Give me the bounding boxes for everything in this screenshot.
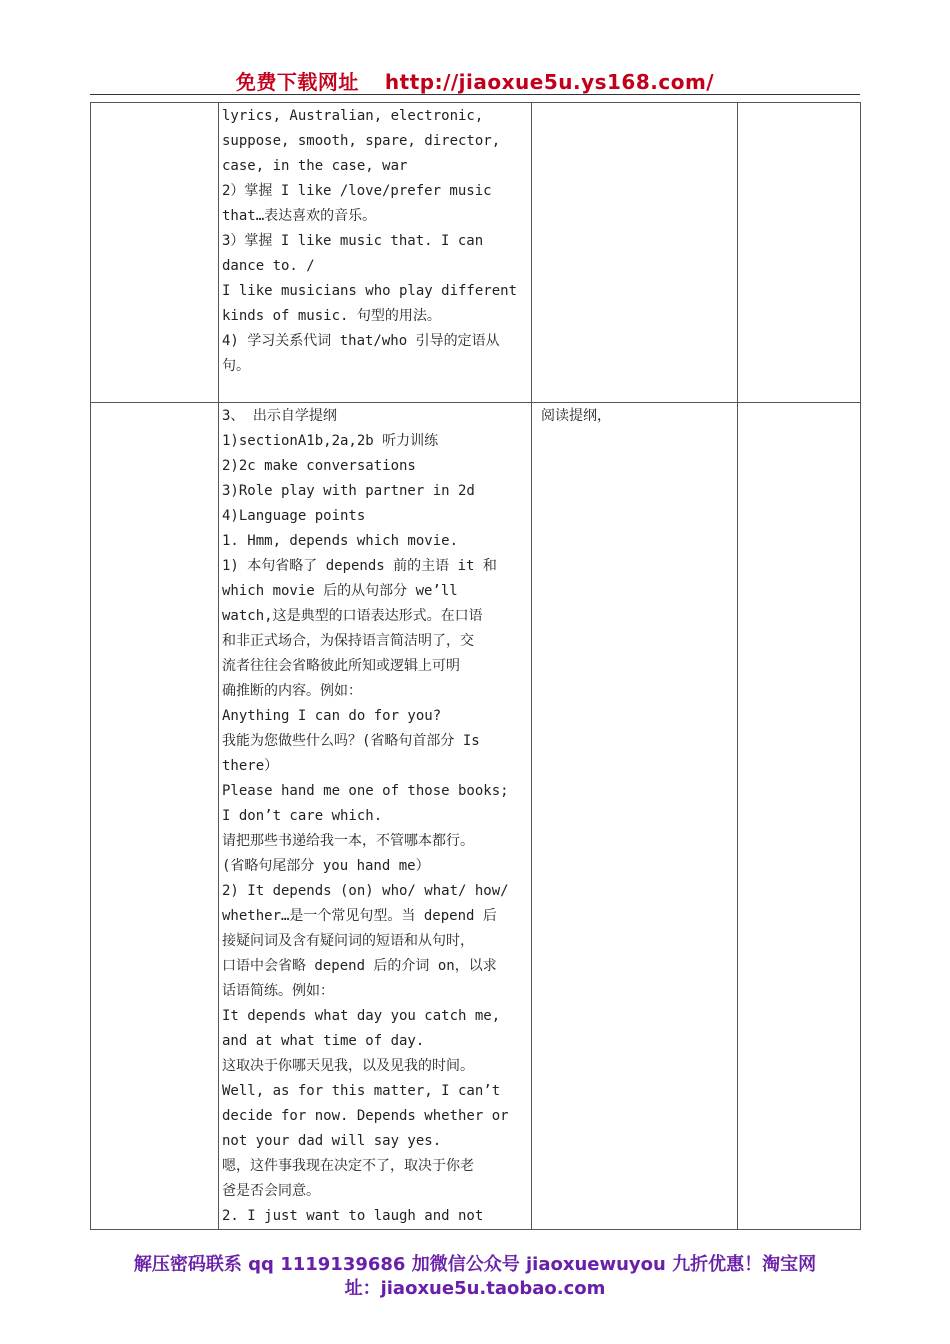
table-cell-activity — [532, 403, 738, 1230]
text-line: 2）掌握 I like /love/prefer music — [222, 183, 492, 199]
text-line: 4) 学习关系代词 that/who 引导的定语从 — [222, 333, 500, 349]
header-label: 免费下载网址 — [235, 70, 359, 94]
footer-line-1: 解压密码联系 qq 1119139686 加微信公众号 jiaoxuewuyou 九折优惠！淘宝网 — [133, 1254, 817, 1275]
lesson-plan-table — [90, 102, 861, 1230]
text-line: 2)2c make conversations — [222, 458, 416, 474]
text-line: 4)Language points — [222, 508, 366, 524]
text-line: 2. I just want to laugh and not — [222, 1208, 484, 1224]
text-line: 确推断的内容。例如： — [222, 683, 362, 699]
text-line: (省略句尾部分 you hand me） — [222, 858, 430, 874]
text-line: 嗯，这件事我现在决定不了，取决于你老 — [222, 1158, 474, 1174]
text-line: 口语中会省略 depend 后的介词 on，以求 — [222, 958, 497, 974]
activity-text: 阅读提纲， — [541, 408, 611, 424]
text-line: which movie 后的从句部分 we’ll — [222, 583, 458, 599]
table-cell-notes — [738, 403, 861, 1230]
text-line: suppose, smooth, spare, director, — [222, 133, 501, 149]
text-line: decide for now. Depends whether or — [222, 1108, 509, 1124]
text-line: 句。 — [222, 358, 250, 374]
text-line: case, in the case, war — [222, 158, 408, 174]
text-line: Anything I can do for you? — [222, 708, 442, 724]
text-line: I don’t care which. — [222, 808, 383, 824]
text-line: 请把那些书递给我一本，不管哪本都行。 — [222, 833, 474, 849]
text-line: Please hand me one of those books; — [222, 783, 509, 799]
header-divider — [90, 94, 860, 95]
page-header — [0, 66, 950, 95]
content-text — [219, 103, 531, 379]
text-line: dance to. / — [222, 258, 315, 274]
text-line: 流者往往会省略彼此所知或逻辑上可明 — [222, 658, 460, 674]
content-text — [219, 403, 531, 1229]
text-line: 3)Role play with partner in 2d — [222, 483, 475, 499]
header-url[interactable]: http://jiaoxue5u.ys168.com/ — [384, 70, 715, 94]
table-row — [91, 403, 861, 1230]
table-cell-content — [219, 403, 532, 1230]
text-line: 2) It depends (on) who/ what/ how/ — [222, 883, 509, 899]
text-line: whether…是一个常见句型。当 depend 后 — [222, 908, 497, 924]
table-cell-content — [219, 103, 532, 403]
text-line: 这取决于你哪天见我，以及见我的时间。 — [222, 1058, 474, 1074]
text-line: watch,这是典型的口语表达形式。在口语 — [222, 608, 483, 624]
table-cell-stage — [91, 403, 219, 1230]
text-line: 和非正式场合，为保持语言简洁明了，交 — [222, 633, 474, 649]
text-line: lyrics, Australian, electronic, — [222, 108, 484, 124]
text-line: It depends what day you catch me, — [222, 1008, 501, 1024]
table-cell-stage — [91, 103, 219, 403]
text-line: 1) 本句省略了 depends 前的主语 it 和 — [222, 558, 497, 574]
text-line: 接疑问词及含有疑问词的短语和从句时， — [222, 933, 474, 949]
text-line: 1. Hmm, depends which movie. — [222, 533, 459, 549]
text-line: Well, as for this matter, I can’t — [222, 1083, 501, 1099]
activity-text — [541, 104, 733, 129]
table-cell-notes — [738, 103, 861, 403]
text-line: 3、 出示自学提纲 — [222, 408, 337, 424]
footer-line-2: 址：jiaoxue5u.taobao.com — [344, 1278, 606, 1299]
text-line: that…表达喜欢的音乐。 — [222, 208, 377, 224]
text-line: and at what time of day. — [222, 1033, 425, 1049]
table-row — [91, 103, 861, 403]
text-line: not your dad will say yes. — [222, 1133, 442, 1149]
text-line: 我能为您做些什么吗？(省略句首部分 Is — [222, 733, 480, 749]
text-line: there） — [222, 758, 279, 774]
text-line: kinds of music. 句型的用法。 — [222, 308, 441, 324]
text-line: 话语简练。例如： — [222, 983, 334, 999]
text-line: 1)sectionA1b,2a,2b 听力训练 — [222, 433, 439, 449]
text-line: I like musicians who play different — [222, 283, 518, 299]
table-cell-activity — [532, 103, 738, 403]
text-line: 3）掌握 I like music that. I can — [222, 233, 484, 249]
page-footer — [80, 1253, 870, 1301]
text-line: 爸是否会同意。 — [222, 1183, 320, 1199]
